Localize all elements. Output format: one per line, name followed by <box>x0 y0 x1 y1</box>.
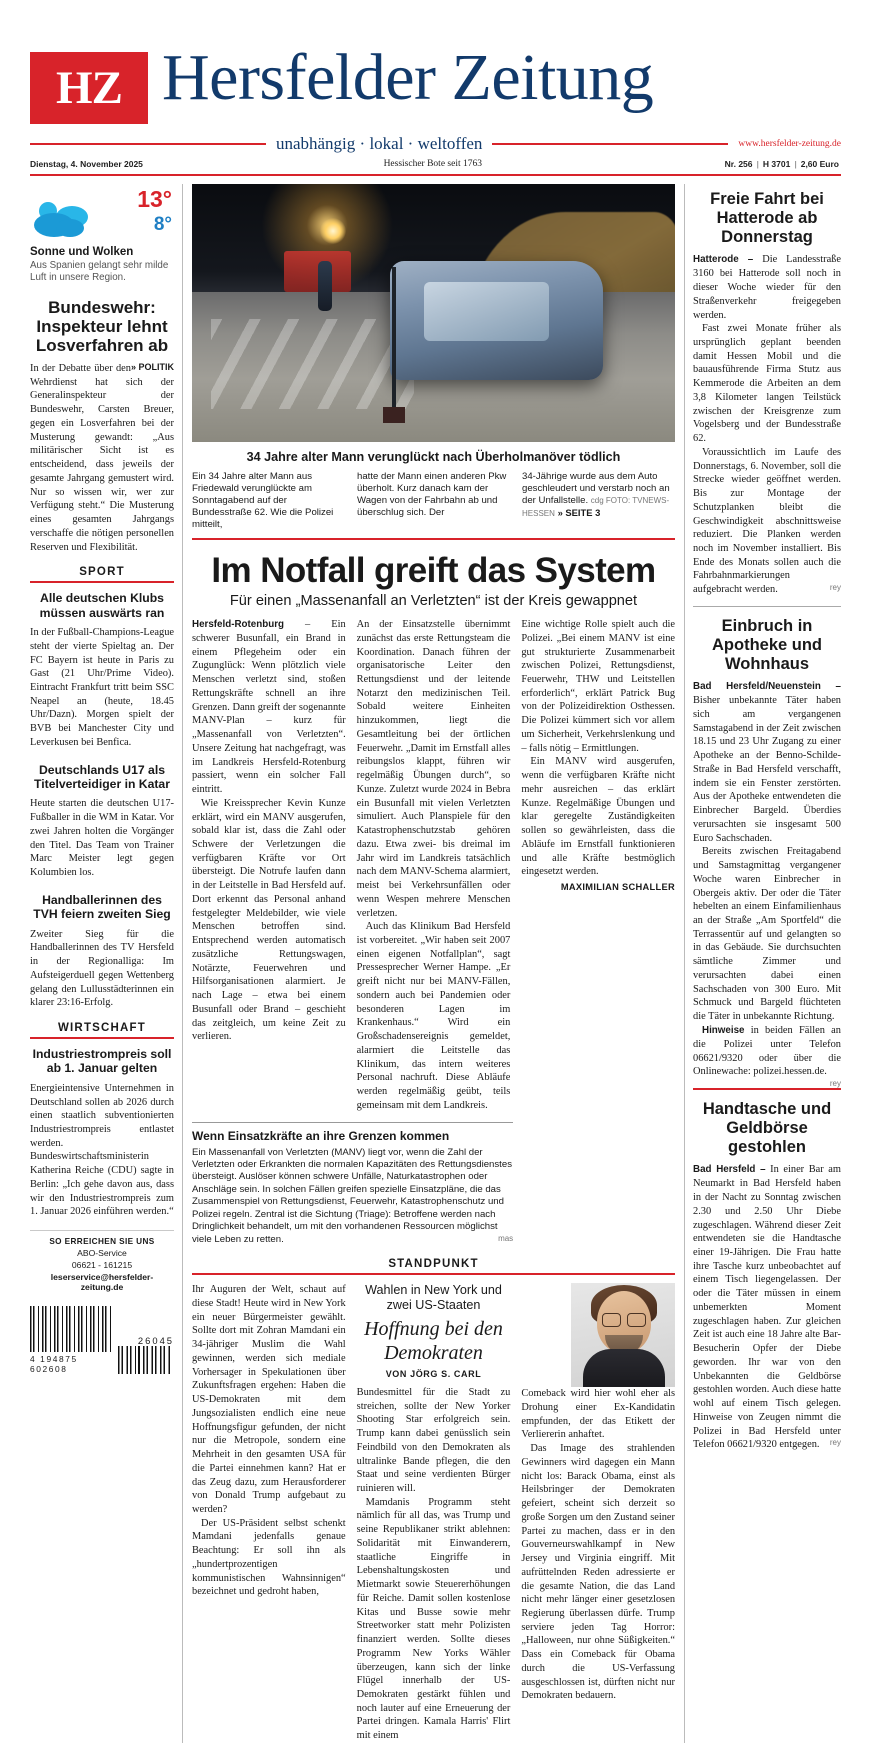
hz-logo <box>30 52 148 124</box>
temp-high: 13° <box>137 186 172 212</box>
hz-logo-text: HZ <box>56 61 122 114</box>
lead-headline[interactable]: Im Notfall greift das System <box>211 551 656 591</box>
slogan: unabhängig · lokal · weltoffen <box>275 134 483 153</box>
standpunkt-columns <box>192 1283 675 1743</box>
lead-col-1 <box>192 618 346 1112</box>
pointer-politik[interactable]: » POLITIK <box>130 361 174 372</box>
hatterode-text-2: Fast zwei Monate früher als ursprünglich geplant beenden damit Hessen Mobil und die bauausführende Firma Stutz aus Kemmerode die Arbeiten an dem 3,8 Kilometer langen Teilstück zwischen der Kreisgrenze zum Vogelsberg und der Bundesstraße 62. <box>693 323 841 445</box>
paper-title: Hersfelder Zeitung <box>162 41 654 114</box>
article-bundeswehr-body <box>30 362 174 554</box>
standpunkt-col-1 <box>192 1283 346 1743</box>
issue-price: 2,60 Euro <box>800 159 839 169</box>
lead-location: Hersfeld-Rotenburg <box>192 619 284 631</box>
handtasche-location: Bad Hersfeld – <box>693 1164 766 1176</box>
headline-handtasche[interactable]: Handtasche und Geldbörse gestohlen <box>702 1100 832 1156</box>
contact-line-1: ABO-Service <box>77 1248 127 1259</box>
glasses-icon <box>602 1313 646 1325</box>
accident-photo <box>192 184 675 442</box>
weather-widget <box>30 184 174 242</box>
einbruch-credit: rey <box>829 1079 841 1088</box>
bundeswehr-text: In der Debatte über den Wehrdienst hat sich der Generalinspekteur der Bundeswehr, Carsten Breuer, gegen ein Losverfahren bei der Musterung gewandt: „Aus militärischer Sicht ist es entscheidend, dass jeweils der gesamte Jahrgang gemustert wird. Nur so wissen wir, wer zur Verfügung steht.“ Die Musterung eines gesamten Jahrgangs verschaffe die nötigen personellen Reserven und Flexibilität. <box>30 362 174 553</box>
info-box-title: Wenn Einsatzkräfte an ihre Grenzen kommen <box>192 1128 450 1143</box>
lead-dash: – <box>305 619 311 631</box>
contact-email[interactable]: leserservice@hersfelder-zeitung.de <box>50 1272 154 1293</box>
standpunkt-text-3b: Das Image des strahlenden Gewinners wird dagegen ein Mann nicht los: Barack Obama, einst als Heilsbringer der Demokraten gefeiert, scheint sich derzeit so große Sorgen um den Zustand seiner Partei zu machen, dass er in den Gouverneurswahlkampf in New Jersey und Virginia eingriff. Mit aufrüttelnden Reden adressierte er die gesamte Nation, die das Land nicht mehr länger einer gesetzlosen Regierung überlassen dürfe. Trump serviere jeden Tag Horror: „Halloween, nur ohne Süßigkeiten.“ Dass ein Comeback für Obama durch die US-Verfassung ausgeschlossen ist, dürften nicht nur Demokraten bedauern. <box>521 1443 676 1702</box>
section-label-wirtschaft[interactable]: WIRTSCHAFT <box>30 1022 174 1039</box>
article-wirtschaft-body: Energieintensive Unternehmen in Deutschland sollen ab 2026 durch einen staatlich subventionierten Industriestrompreis entlastet werden. Bundeswirtschaftsministerin Katherina Reiche (CDU) sagte in Berlin: „Ich gehe davon aus, dass wir den Industriestrompreis zum 1. Januar 2026 einführen werden.“ <box>30 1082 174 1218</box>
author-portrait <box>571 1283 675 1387</box>
paper-subtitle: Hessischer Bote seit 1763 <box>383 159 482 169</box>
standpunkt-col-3 <box>521 1283 675 1743</box>
lead-subheadline: Für einen „Massenanfall an Verletzten“ ist der Kreis gewappnet <box>229 593 638 610</box>
einbruch-text-3: in beiden Fällen an die Polizei unter Telefon 06621/9320 oder über die Onlinewache: polizei.hessen.de. <box>693 1024 841 1078</box>
info-box <box>192 1122 513 1247</box>
article-hatterode-body <box>693 253 841 597</box>
left-column <box>30 184 182 1743</box>
section-label-sport[interactable]: SPORT <box>30 566 174 583</box>
lead-text-2a: An der Einsatzstelle übernimmt zunächst das erste Rettungsteam die Koordination. Danach führen der organisatorische Leiter den Rettungsdienst und der leitende Notarzt den medizinischen Teil. Sobald weitere Einheiten hinzukommen, liegt die Gesamtleitung bei der örtlichen Feuerwehr. „Damit im Ernstfall alles reibungslos klappt, führen wir regelmäßig Übungen durch“, so Kunze. Zuletzt wurde 2024 in Bebra ein Busunfall mit vielen Verletzten simuliert. Auch Planspiele für den Katastrophenschutzstab gehören dazu. Etwa zwei- bis dreimal im Jahr wird im Landkreis tatsächlich nach dem MANV-Schema alarmiert, meist bei Verkehrsunfällen oder wenn Wespen mehrere Menschen verletzen. <box>356 619 511 919</box>
info-box-credit: mas <box>498 1233 514 1243</box>
photo-caption-columns <box>192 471 675 531</box>
standpunkt-author: VON JÖRG S. CARL <box>385 1368 482 1379</box>
masthead-meta <box>30 154 841 176</box>
weather-text: Aus Spanien gelangt sehr milde Luft in unsere Region. <box>30 260 169 283</box>
headline-hatterode[interactable]: Freie Fahrt bei Hatterode ab Donnerstag <box>710 190 824 246</box>
photo-caption-col-1: Ein 34 Jahre alter Mann aus Friedewald verunglückte am Sonntagabend auf der Bundesstraße 62. Wie die Polizei mitteilt, <box>192 471 334 531</box>
divider-red <box>192 538 675 540</box>
article-sport-2-body: Heute starten die deutschen U17-Fußballer in die WM in Katar. Vor zwei Jahren holten die Vorgänger den Titel. Das Team von Trainer Marc Meister legt gegen Kolumbien los. <box>30 798 174 879</box>
handtasche-text-1: In einer Bar am Neumarkt in Bad Hersfeld haben in der Nacht zu Sonntag zwischen 2.30 und 2.50 Uhr Diebe zugeschlagen. Während dieser Zeit entwendeten sie die Handtasche einer 19-Jährigen. Die Frau hatte ihre Tasche kurz unbeobachtet auf einem Tisch liegengelassen. Der oder die Täter müssen in einem unbemerkten Moment zugeschlagen haben. Zur gleichen Zeit ist auch eine 18 Jahre alte Bar-Besucherin Opfer der Diebe geworden. Ihr war von den Unbekannten die Geldbörse gestohlen worden. Auch diese hatte wohl auf einem Tisch gelegen. Hinweise von Zeugen nimmt die Polizei in Bad Hersfeld unter Telefon 06621/9320 entgegen. <box>693 1164 841 1451</box>
lead-text-3a: Eine wichtige Rolle spielt auch die Polizei. „Bei einem MANV ist eine gut strukturierte Zusammenarbeit zwischen Polizei, Rettungsdienst, Feuerwehr, THW und Leitstellen erforderlich“, erklärt Patrick Bug von der Polizeidirektion Osthessen. Die Polizei kümmert sich vor allem um Sicherheit, Verkehrslenkung und – falls nötig – Ermittlungen. <box>521 619 676 754</box>
right-column <box>685 184 841 1743</box>
lead-body-columns <box>192 618 675 1112</box>
einbruch-hinweise-label: Hinweise <box>702 1024 745 1036</box>
photo-caption-headline: 34 Jahre alter Mann verunglückt nach Überholmanöver tödlich <box>246 450 621 464</box>
article-sport-1-body: In der Fußball-Champions-League steht der vierte Spieltag an. Der FC Bayern ist heute in Paris zu Gast (21 Uhr/Prime Video). Eintracht Frankfurt tritt beim SSC Neapel an (heute, 18.45 Uhr/Dazn). Morgen spielt der BVB bei Manchester City und Leverkusen bei Benfica. <box>30 627 174 748</box>
article-einbruch-body <box>693 680 841 1088</box>
hatterode-text-3: Voraussichtlich im Laufe des Donnerstags, 6. November, soll die Strecke wieder geöffnet werden. Bis zur Montage der Schutzplanken bleibt die Geschwindigkeit abschnittsweise reduziert. Die Planken werden noch im November installiert. Bis Ende des Monats sollen auch die Fahrbahnmarkierungen aufgebracht werden. <box>693 446 841 596</box>
website-url[interactable]: www.hersfelder-zeitung.de <box>738 139 841 149</box>
issue-info: Nr. 256 | H 3701 | 2,60 Euro <box>724 159 839 169</box>
lead-text-1b: Wie Kreissprecher Kevin Kunze erklärt, wird ein MANV ausgerufen, sobald klar ist, dass die Zahl oder Schwere der Verletzungen die verfügbaren Kräfte vor Ort übersteigt. Die Notrufe laufen dann in der Leitstelle in Bad Hersfeld auf. Dort erkennt das Personal anhand festgelegter Meldebilder, wie viele Menschen betroffen sind. Entsprechend werden automatisch zusätzliche Rettungswagen, Notärzte, Feuerwehren und Hilfsorganisationen alarmiert. Je nach Lage – etwa bei einem Busunfall oder Brand – geschieht das zeitgleich, um keine Zeit zu verlieren. <box>192 797 346 1043</box>
barcode-main <box>30 1306 112 1352</box>
lead-byline: MAXIMILIAN SCHALLER <box>560 882 676 893</box>
hatterode-location: Hatterode – <box>693 254 754 266</box>
headline-bundeswehr[interactable]: Bundeswehr: Inspekteur lehnt Losverfahren ab <box>35 297 169 355</box>
barcode-secondary <box>118 1346 170 1374</box>
lead-text-2b: Auch das Klinikum Bad Hersfeld ist vorbereitet. „Wir haben seit 2007 einen eigenen Notfallplan“, sagt Pressesprecher Werner Hampe. „Er greift nicht nur bei MANV-Fällen, sondern auch bei Pandemien oder besonderen Lagen im Krankenhaus.“ Wird ein Großschadensereignis gemeldet, alarmiert die Leitstelle das Klinikum, das intern weiteres Personal nachruft. Diese Abläufe werden regelmäßig geübt, teils gemeinsam mit dem Landkreis. <box>356 921 511 1111</box>
weather-condition: Sonne und Wolken <box>30 246 134 258</box>
lead-text-1a: Ein schwerer Busunfall, ein Brand in einem Pflegeheim oder ein Zugunglück: Wenn plötzlich viele Menschen verletzt sind, stoßen Rettungskräfte schnell an ihre Grenzen. Dann greift der sogenannte MANV-Plan – kurz für „Massenanfall von Verletzten“. Unsere Zeitung hat nachgefragt, was im Landkreis Hersfeld-Rotenburg passiert, wenn ein solcher Fall eintritt. <box>192 619 346 796</box>
rule-left <box>30 143 266 145</box>
page-grid <box>30 184 841 1743</box>
lead-col-2 <box>357 618 511 1112</box>
standpunkt-text-2a: Bundesmittel für die Stadt zu streichen, sollte der New Yorker Shooting Star erfolgreich sein. Trump kann dabei genüsslich sein Feindbild von den Demokraten als ultralinke Bande pflegen, die den Staat und seine verdienten Bürger ruinieren will. <box>356 1386 511 1494</box>
article-handtasche-body <box>693 1163 841 1452</box>
headline-sport-3[interactable]: Handballerinnen des TVH feiern zweiten Sieg <box>33 892 171 922</box>
contact-title: SO ERREICHEN SIE UNS <box>49 1237 155 1247</box>
issue-date: Dienstag, 4. November 2025 <box>30 159 143 169</box>
lead-col-3 <box>521 618 675 1112</box>
pointer-seite-3[interactable]: » SEITE 3 <box>557 507 601 519</box>
headline-einbruch[interactable]: Einbruch in Apotheke und Wohnhaus <box>712 616 822 673</box>
rule-right <box>492 143 728 145</box>
einbruch-text-2: Bereits zwischen Freitagabend und Samstagmittag vergangener Woche waren Einbrecher in Obergeis aktiv. Der oder die Täter hebelten an einem Einfamilienhaus an der Straße „Am Sportfeld“ die Terrassentür auf und gelangten so in das Gebäude. Sie durchsuchten sämtliche Zimmer und verursachten dabei einen Sachschaden von 300 Euro. Mit Schmuck und Bargeld flüchteten die Täter in unbekannte Richtung. <box>693 846 841 1023</box>
hatterode-text-1: Die Landesstraße 3160 bei Hatterode soll noch in dieser Woche wieder für den Straßenverkehr freigegeben werden. <box>693 254 841 321</box>
temp-low: 8° <box>153 214 172 235</box>
center-column <box>182 184 685 1743</box>
standpunkt-text-1a: Ihr Auguren der Welt, schaut auf diese Stadt! Heute wird in New York ein neuer Bürgermeister gewählt. Sollte dort mit Zohran Mamdani ein 34-jähriger Muslim die Wahl gewinnen, werden sich mediale Vorhersager in Spekulationen über Zukunftsfragen ergehen: Haben die US-Demokraten mit dem Jungsozialisten endlich eine neue Hoffnungsfigur gefunden, der nicht nur die Metropole, sondern eine Mehrheit in den gesamten USA für die Partei einnehmen kann? Hat er das Zeug dazu, zum Herausforderer von Donald Trump aufgebaut zu werden? <box>192 1284 346 1516</box>
issue-code: H 3701 <box>762 159 791 169</box>
barcode-number: 4 194875 602608 <box>30 1354 78 1375</box>
photo-caption-col-3: 34-Jährige wurde aus dem Auto geschleudert und verstarb noch an der Unfallstelle. cdg FOTO: TVNEWS-HESSEN » SEITE 3 <box>522 471 670 519</box>
einbruch-location: Bad Hersfeld/Neuenstein – <box>693 681 841 693</box>
lead-text-3b: Ein MANV wird ausgerufen, wenn die verfügbaren Kräfte nicht mehr ausreichen – das erklärt Kunze. Regelmäßige Übungen und klar geregelte Zuständigkeiten sollen so gewährleisten, dass die Abläufe im Ernstfall funktionieren und alle Kräfte bestmöglich eingesetzt werden. <box>521 756 676 878</box>
standpunkt-kicker: Wahlen in New York und zwei US-Staaten <box>365 1283 502 1313</box>
barcode-area <box>30 1306 174 1374</box>
issue-number: Nr. 256 <box>724 159 753 169</box>
temperatures <box>137 188 174 237</box>
contact-phone[interactable]: 06621 - 161215 <box>71 1260 133 1271</box>
standpunkt-section <box>192 1258 675 1743</box>
photo-credit: cdg FOTO: TVNEWS-HESSEN <box>522 496 670 519</box>
hatterode-credit: rey <box>829 583 841 593</box>
barcode-side-number: 26045 <box>137 1335 174 1347</box>
contact-box <box>30 1230 174 1292</box>
standpunkt-text-2b: Mamdanis Programm steht nämlich für all das, was Trump und seine Republikaner strikt ablehnen: Solidarität mit Einwanderern, staatliche Eingriffe in Lebenshaltungskosten und Mietmarkt sowie Steuererhöhungen für Reiche. Damit sollen kostenlose Kitas und Busse sowie mehr Streetworker statt mehr Polizisten finanziert werden. Sollte dieses Programm New Yorks Wähler überzeugen, kann sich der linke Flügel innerhalb der US-Demokraten gestärkt fühlen und noch lauter auf eine Erneuerung der Partei dringen. Kamala Harris' Flirt mit einem <box>356 1496 511 1742</box>
slogan-row <box>30 134 841 154</box>
photo-caption-col-2: hatte der Mann einen anderen Pkw überholt. Kurz danach kam der Wagen von der Fahrbahn ab und überschlug sich. Der <box>357 471 507 519</box>
masthead <box>30 0 841 124</box>
standpunkt-text-3a: Comeback wird hier wohl eher als Drohung einer Ex-Kandidatin empfunden, der das Etikett der Verliererin anhaftet. <box>521 1388 676 1441</box>
einbruch-text-1: Bisher unbekannte Täter haben sich am vergangenen Samstagabend in der Zeit zwischen 18.15 und 23 Uhr Zugang zu einer Apotheke an der Benno-Schilde-Straße in Bad Hersfeld verschafft, indem sie ein Fenster zerstörten. Aus der Apotheke entwendeten die Einbrecher Bargeld. Überdies verursachten sie insgesamt 500 Euro Sachschaden. <box>693 695 841 844</box>
standpunkt-title[interactable]: Hoffnung bei den Demokraten <box>364 1318 503 1364</box>
headline-sport-1[interactable]: Alle deutschen Klubs müssen auswärts ran <box>39 591 165 620</box>
sun-clouds-icon <box>30 198 94 242</box>
headline-wirtschaft[interactable]: Industriestrompreis soll ab 1. Januar gelten <box>32 1047 172 1076</box>
standpunkt-text-1b: Der US-Präsident selbst schenkt Mamdani jedenfalls genaue Beachtung: Er soll ihn als „hundertprozentigen kommunistischen Wahnsinnigen“ bezeichnet und gedroht haben, <box>192 1517 346 1598</box>
article-sport-3-body: Zweiter Sieg für die Handballerinnen des TV Hersfeld in der Regionalliga: Im Aufsteigerduell gegen Wettenberg gelang den Lullusstädterinnen ein klarer 23:16-Erfolg. <box>30 928 174 1009</box>
info-box-text: Ein Massenanfall von Verletzten (MANV) liegt vor, wenn die Zahl der Verletzten oder Erkrankten die normalen Kapazitäten des Rettungsdienstes übersteigt. Auslöser können schwere Unfälle, Naturkatastrophen oder Anschläge sein. In solchen Fällen greifen spezielle Einsatzpläne, die das Zusammenspiel von Rettungsdienst, Feuerwehr, Katastrophenschutz und Polizei regeln. Zentral ist die Sichtung (Triage): Betroffene werden nach Dringlichkeit behandelt, um mit den vorhandenen Ressourcen möglichst viele Leben zu retten. mas <box>192 1146 514 1245</box>
handtasche-credit: rey <box>829 1438 841 1448</box>
standpunkt-col-2 <box>357 1283 511 1743</box>
section-label-standpunkt[interactable]: STANDPUNKT <box>192 1258 675 1275</box>
headline-sport-2[interactable]: Deutschlands U17 als Titelverteidiger in Katar <box>34 762 170 792</box>
